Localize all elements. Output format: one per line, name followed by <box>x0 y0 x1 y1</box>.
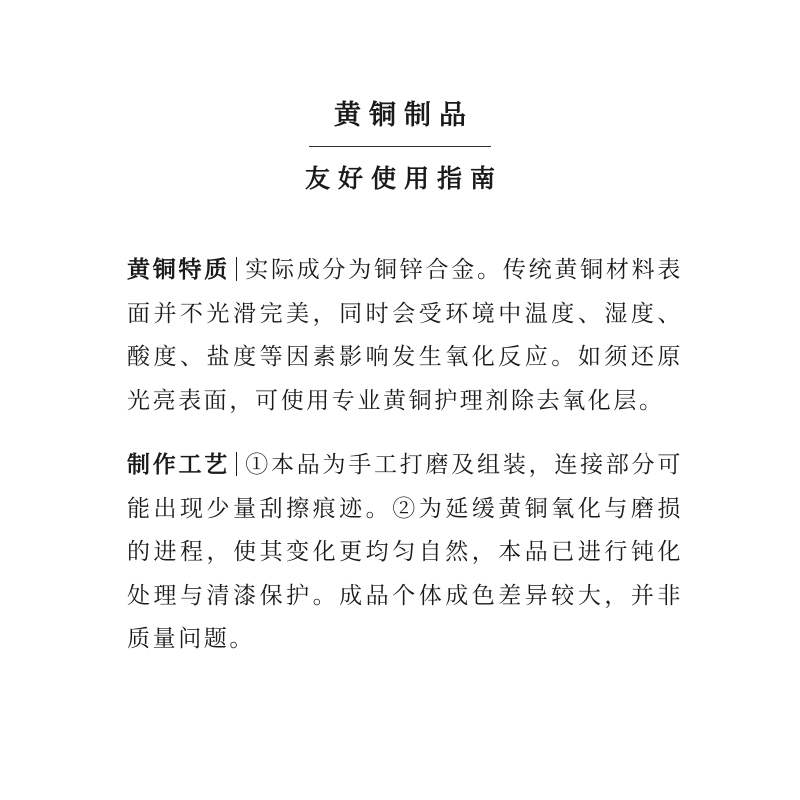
heading-separator <box>236 452 237 476</box>
section-craftsmanship <box>127 443 683 662</box>
title-divider <box>309 146 491 147</box>
page-header <box>0 96 800 197</box>
section-body: ①本品为手工打磨及组装，连接部分可能出现少量刮擦痕迹。②为延缓黄铜氧化与磨损的进程，使其变化更均匀自然，本品已进行钝化处理与清漆保护。成品个体成色差异较大，并非质量问题。 <box>127 452 683 652</box>
section-body: 实际成分为铜锌合金。传统黄铜材料表面并不光滑完美，同时会受环境中温度、湿度、酸度、盐度等因素影响发生氧化反应。如须还原光亮表面，可使用专业黄铜护理剂除去氧化层。 <box>127 257 683 414</box>
section-heading: 制作工艺 <box>127 451 231 478</box>
heading-separator <box>236 257 237 281</box>
page-subtitle: 友好使用指南 <box>304 164 503 193</box>
page-title: 黄铜制品 <box>334 100 474 131</box>
guide-content <box>127 248 683 682</box>
section-heading: 黄铜特质 <box>127 256 231 283</box>
section-brass-properties <box>127 248 683 423</box>
